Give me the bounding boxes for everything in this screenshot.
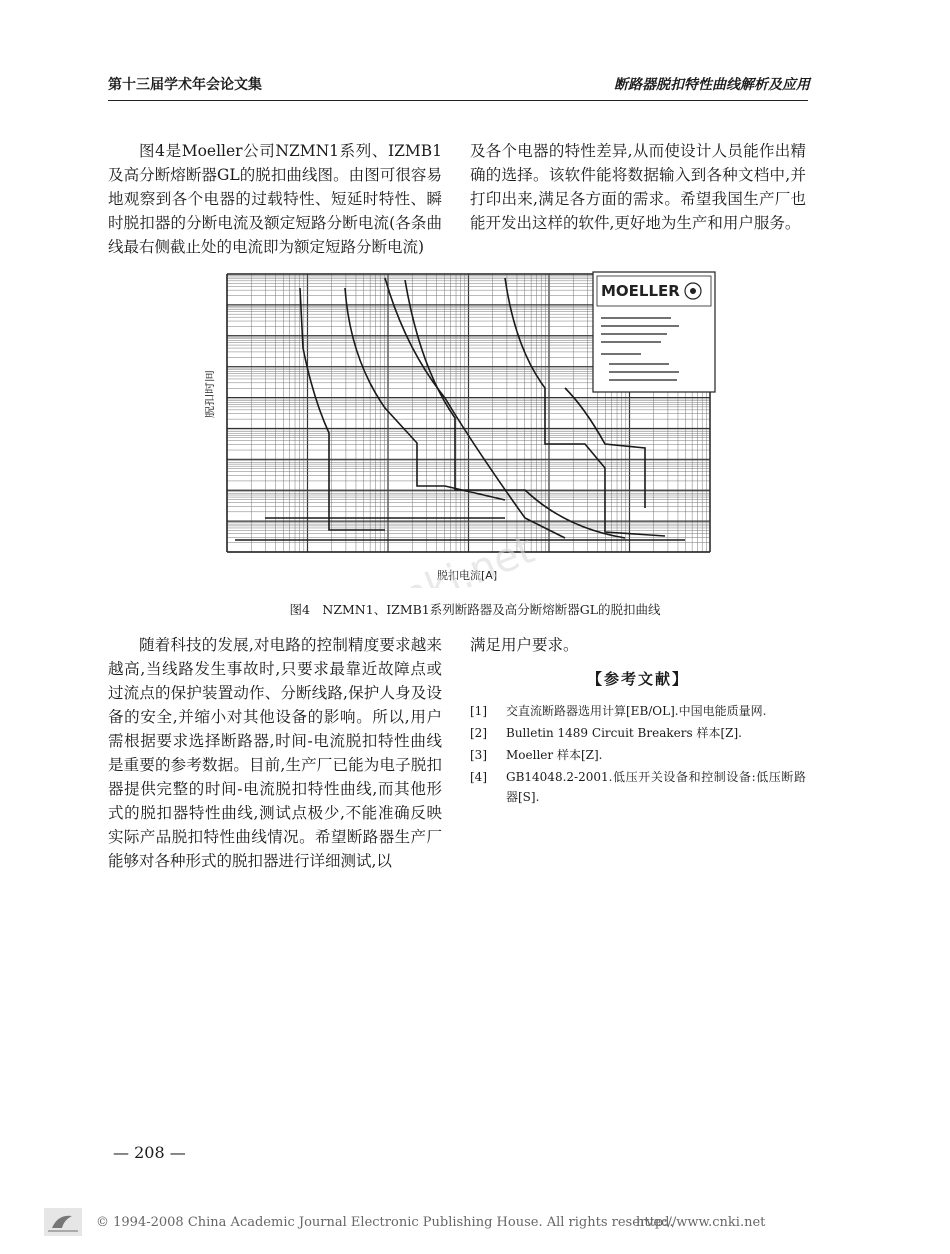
running-header-left: 第十三届学术年会论文集 <box>108 77 262 93</box>
body-column-right-top <box>470 139 806 235</box>
page-footer <box>0 1208 950 1238</box>
publisher-logo-icon <box>44 1208 82 1236</box>
reference-item <box>470 723 806 743</box>
reference-text: Moeller 样本[Z]. <box>506 748 603 762</box>
trip-curve-figure <box>205 268 718 588</box>
running-header-right: 断路器脱扣特性曲线解析及应用 <box>614 77 810 93</box>
reference-text: Bulletin 1489 Circuit Breakers 样本[Z]. <box>506 726 742 740</box>
x-axis-label: 脱扣电流[A] <box>437 569 498 582</box>
reference-number: [1] <box>470 704 487 718</box>
reference-text: GB14048.2-2001.低压开关设备和控制设备:低压断路器[S]. <box>506 770 806 804</box>
paragraph: 满足用户要求。 <box>470 636 579 654</box>
body-column-right-bottom <box>470 633 806 809</box>
trip-curve-chart <box>205 268 718 588</box>
moeller-brand: MOELLER <box>601 282 680 300</box>
y-axis-label: 脱扣时间 <box>205 369 216 418</box>
copyright-notice: © 1994-2008 China Academic Journal Electronic Publishing House. All rights reserved. <box>96 1215 674 1230</box>
reference-item <box>470 767 806 807</box>
reference-text: 交直流断路器选用计算[EB/OL].中国电能质量网. <box>506 704 767 718</box>
paragraph: 图4是Moeller公司NZMN1系列、IZMB1及高分断熔断器GL的脱扣曲线图。由图可很容易地观察到各个电器的过载特性、短延时特性、瞬时脱扣器的分断电流及额定短路分断电流(各条曲线最右侧截止处的电流即为额定短路分断电流) <box>108 142 442 256</box>
footer-url[interactable]: http://www.cnki.net <box>636 1215 766 1230</box>
reference-number: [2] <box>470 726 487 740</box>
reference-item <box>470 701 806 721</box>
header-rule <box>108 100 808 101</box>
body-column-left-top <box>108 139 442 259</box>
paragraph: 随着科技的发展,对电路的控制精度要求越来越高,当线路发生事故时,只要求最靠近故障点或过流点的保护装置动作、分断线路,保护人身及设备的安全,并缩小对其他设备的影响。所以,用户需根据要求选择断路器,时间-电流脱扣特性曲线是重要的参考数据。目前,生产厂已能为电子脱扣器提供完整的时间-电流脱扣特性曲线,而其他形式的脱扣器特性曲线,测试点极少,不能准确反映实际产品脱扣特性曲线情况。希望断路器生产厂能够对各种形式的脱扣器进行详细测试,以 <box>108 636 442 870</box>
page-number: — 208 — <box>113 1143 186 1162</box>
reference-number: [4] <box>470 770 487 784</box>
paragraph: 及各个电器的特性差异,从而使设计人员能作出精确的选择。该软件能将数据输入到各种文档中,并打印出来,满足各方面的需求。希望我国生产厂也能开发出这样的软件,更好地为生产和用户服务。 <box>470 142 806 232</box>
figure-caption: 图4 NZMN1、IZMB1系列断路器及高分断熔断器GL的脱扣曲线 <box>289 602 661 617</box>
references-title: 【参考文献】 <box>586 670 689 688</box>
reference-number: [3] <box>470 748 487 762</box>
reference-item <box>470 745 806 765</box>
body-column-left-bottom <box>108 633 442 873</box>
reference-list <box>470 701 806 807</box>
